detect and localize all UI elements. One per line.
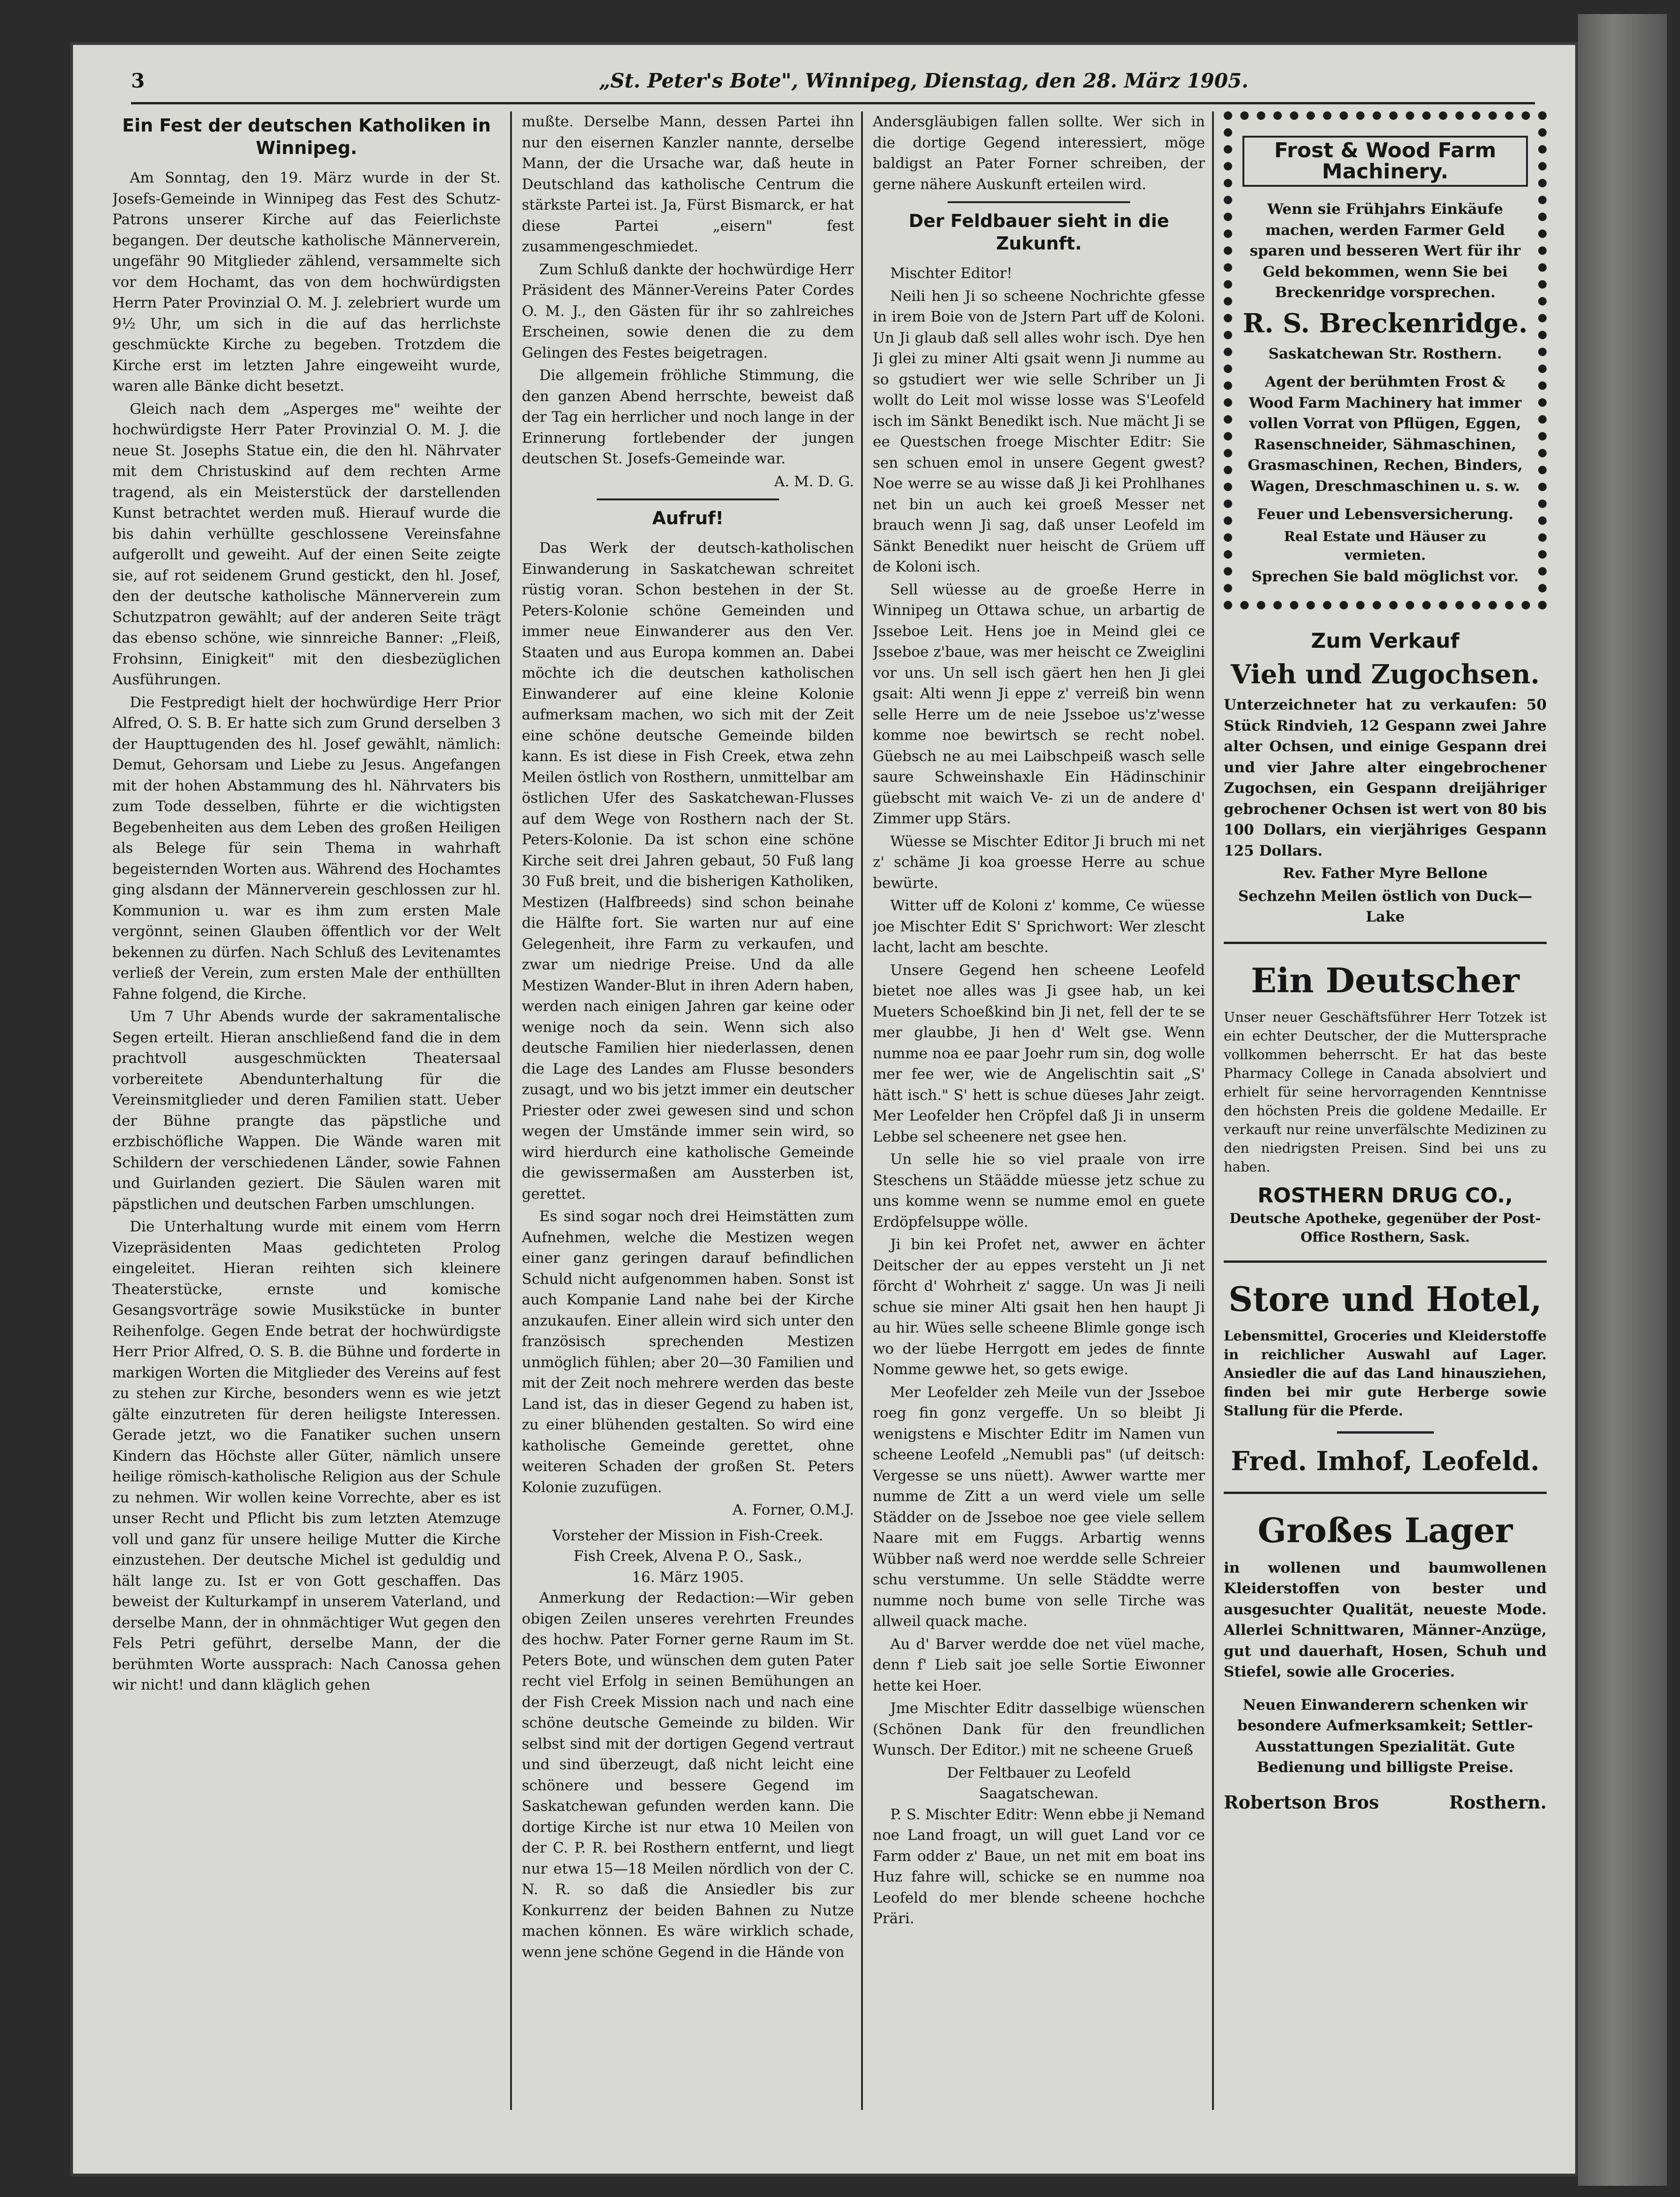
- ad-sign-right: Rosthern.: [1449, 1791, 1547, 1813]
- paragraph: Die Festpredigt hielt der hochwürdige Herr Prior Alfred, O. S. B. Er hatte sich zum Grund derselben 3 der Haupttugenden des hl. Josef gewählt, nämlich: Demut, Gehorsam und Liebe zu Jesus. Angefangen mit der hohen Abstammung des hl. Nährvaters bis zum Tode desselben, führte er die wichtigsten Begebenheiten aus dem Leben des großen Heiligen als Belege für sein Thema in wahrhaft begeisternden Worten aus. Während des Hochamtes ging alsdann der Männerverein geschlossen zur hl. Kommunion u. war es ihm zum ersten Male vergönnt, seinen Glauben öffentlich vor der Welt bekennen zu dürfen. Nach Schluß des Levitenamtes verließ der Verein, zum ersten Male der enthüllten Fahne folgend, die Kirche.: [112, 694, 501, 1003]
- ad-sign-left: Robertson Bros: [1224, 1791, 1379, 1813]
- paragraph: Es sind sogar noch drei Heimstätten zum Aufnehmen, welche die Mestizen wegen einer ganz geringen darauf befindlichen Schuld nicht aufgenommen haben. Sonst ist auch Kompanie Land nahe bei der Kirche anzukaufen. Einer allein wird sich unter den französisch sprechenden Mestizen unmöglich fühlen; aber 20—30 Familien und mit der Zeit noch mehrere werden das beste Land ist, das in dieser Gegend zu haben ist, zu einer blühenden gestalten. So wird eine katholische Gemeinde gerettet, ohne weiteren Schaden der großen St. Peters Kolonie zuzufügen.: [522, 1208, 854, 1496]
- paragraph: Am Sonntag, den 19. März wurde in der St. Josefs-Gemeinde in Winnipeg das Fest des Schutz-Patrons unserer Kirche auf das Feierlichste begangen. Der deutsche katholische Männerverein, ungefähr 90 Mitglieder zählend, versammelte sich vor dem Hochamt, das von dem hochwürdigsten Herrn Pater Provinzial O. M. J. zelebriert wurde um 9½ Uhr, um sich in die auf das herrlichste geschmückte Kirche zu begeben. Trotzdem die Kirche erst im letzten Jahre eingeweiht wurde, waren alle Bänke dicht besetzt.: [112, 169, 501, 395]
- ad-text: Unser neuer Geschäftsführer Herr Totzek ist ein echter Deutscher, der die Muttersprache vollkommen beherrscht. Er hat das beste Pharmacy College in Canada absolviert und erhielt für seine hervorragenden Kenntnisse den höchsten Preis die goldene Medaille. Er verkauft nur reine unverfälschte Medizinen zu den niedrigsten Preisen. Sind bei uns zu haben.: [1224, 1009, 1547, 1175]
- paragraph: Die Unterhaltung wurde mit einem vom Herrn Vizepräsidenten Maas gedichteten Prolog eingeleitet. Hieran reihten sich kleinere Theaterstücke, ernste und komische Gesangsvorträge sowie Musikstücke in bunter Reihenfolge. Gegen Ende betrat der hochwürdigste Herr Prior Alfred, O. S. B. die Bühne und forderte in markigen Worten die Mitglieder des Vereins auf fest zu stehen zur Kirche, besonders wenn es wie jetzt gälte einzutreten für deren heiligste Interessen. Gerade jetzt, wo die Fanatiker suchen unsern Kindern das Höchste aller Güter, nämlich unsere heilige römisch-katholische Religion aus der Schule zu nehmen. Wir wollen keine Vorrechte, aber es ist unser Recht und Pflicht bis zum letzten Atemzuge voll und ganz für unsere heilige Mutter die Kirche einzustehen. Der deutsche Michel ist geduldig und hält lange zu. Ist er von Gott geschaffen. Das beweist der Kulturkampf in unserem Vaterland, und derselbe Mann, der in ohnmächtiger Wut gegen den Fels Petri geführt, derselbe Mann, der die berühmten Worte aussprach: Nach Canossa gehen wir nicht! und dann kläglich gehen: [112, 1218, 501, 1693]
- divider: [1337, 1431, 1434, 1434]
- column-2: [522, 111, 854, 2110]
- column-rule: [1212, 111, 1214, 2110]
- divider: [948, 201, 1131, 203]
- ad-text: Sprechen Sie bald möglichst vor.: [1251, 568, 1519, 585]
- newspaper-page: [70, 42, 1578, 2176]
- verkauf-ad: [1224, 628, 1547, 928]
- ad-signature: [1224, 1792, 1547, 1813]
- paragraph: Zum Schluß dankte der hochwürdige Herr Präsident des Männer-Vereins Pater Cordes O. M. J., den Gästen für ihr so zahlreiches Erscheinen, sowie denen die zu dem Gelingen des Festes beigetragen.: [522, 261, 854, 361]
- grosses-lager-ad: [1224, 1492, 1547, 1813]
- ad-title: Frost & Wood Farm Machinery.: [1242, 136, 1528, 187]
- paragraph: Um 7 Uhr Abends wurde der sakramentalische Segen erteilt. Hieran anschließend fand die in dem prachtvoll ausgeschmückten Theatersaal vorbereitete Abendunterhaltung für die Vereinsmitglieder und deren Familien statt. Ueber der Bühne prangte das päpstliche und erzbischöfliche Wappen. Die Wände waren mit Schildern der verschiedenen Länder, sowie Fahnen und Guirlanden geziert. Die Säulen waren mit päpstlichen und deutschen Farben umschlungen.: [112, 1008, 501, 1213]
- ad-text: Wenn sie Frühjahrs Einkäufe machen, werden Farmer Geld sparen und besseren Wert für ihr Geld bekommen, wenn Sie bei Breckenridge vorsprechen.: [1249, 201, 1521, 301]
- paragraph: Anmerkung der Redaction:—Wir geben obigen Zeilen unseres verehrten Freundes des hochw. Pater Forner gerne Raum im St. Peters Bote, und wünschen dem guten Pater recht viel Erfolg in seinen Bemühungen an der Fish Creek Mission nach und nach eine schöne deutsche Gemeinde zu bilden. Wir selbst sind mit der dortigen Gegend vertraut und sind überzeugt, daß nicht leicht eine schönere und bessere Gegend im Saskatchewan gefunden werden kann. Die dortige Kirche ist nur etwa 10 Meilen von der C. P. R. bei Rosthern entfernt, und liegt nur etwa 15—18 Meilen nördlich von der C. N. R. so daß die Ansiedler bis zur Konkurrenz der beiden Bahnen zu Nutze machen können. Es wäre wirklich schade, wenn jene schöne Gegend in die Hände von: [522, 1589, 854, 1961]
- paragraph: Witter uff de Koloni z' komme, Ce wüesse joe Mischter Edit S' Sprichwort: Wer zlescht lacht, lacht am beschte.: [873, 897, 1205, 956]
- signature-line: Vorsteher der Mission in Fish-Creek.: [552, 1527, 824, 1544]
- ad-text: Real Estate und Häuser zu vermieten.: [1284, 528, 1487, 563]
- article-heading: Der Feldbauer sieht in die Zukunft.: [908, 211, 1169, 254]
- ad-title: Vieh und Zugochsen.: [1231, 659, 1540, 690]
- paragraph: Wüesse se Mischter Editor Ji bruch mi net z' schäme Ji koa groesse Herre au schue bewürte.: [873, 833, 1205, 892]
- ad-name: Rev. Father Myre Bellone: [1283, 865, 1488, 882]
- ad-address: Saskatchewan Str. Rosthern.: [1268, 345, 1502, 362]
- ad-text: Agent der berühmten Frost & Wood Farm Machinery hat immer vollen Vorrat von Pflügen, Eggen, Rasenschneider, Sähmaschinen, Grasmaschinen, Rechen, Binders, Wagen, Dreschmaschinen u. s. w.: [1248, 373, 1523, 495]
- paragraph: Andersgläubigen fallen sollte. Wer sich in die dortige Gegend interessiert, möge baldigst an Pater Forner schreiben, der gerne nähere Auskunft erteilen wird.: [873, 113, 1205, 193]
- ad-title: Store und Hotel,: [1228, 1279, 1542, 1319]
- masthead: [131, 60, 1535, 104]
- paragraph: Au d' Barver werdde doe net vüel mache, denn f' Lieb sait joe selle Sortie Eiwonner hette kei Hoer.: [873, 1635, 1205, 1694]
- store-hotel-ad: [1224, 1260, 1547, 1478]
- ad-text: Feuer und Lebensversicherung.: [1256, 506, 1514, 523]
- ad-company: ROSTHERN DRUG CO.,: [1257, 1183, 1513, 1208]
- signature: Der Feltbauer zu Leofeld: [947, 1764, 1131, 1781]
- paragraph: Sell wüesse au de groeße Herre in Winnipeg un Ottawa schue, un arbartig de Jsseboe Leit. Hens joe in Meind glei ce Jsseboe z'baue, was mer heischt ce Zweiglini vor uns. Un sell isch gäert hen hen Ji glei gsait: Alti wenn Ji eppe z' verreiß bin wenn selle Herre um de neie Jsseboe us'z'wesse komme noe bewirtsch se recht nobel. Güebsch ne au mei Laibschpeiß wasch selle saure Schweinshaxle Ein Hädinschinir güebscht mit waich Ve- zi un de andere d' Zimmer upp Stärs.: [873, 581, 1205, 827]
- ad-kicker: Zum Verkauf: [1311, 629, 1460, 653]
- ad-text: Neuen Einwanderern schenken wir besondere Aufmerksamkeit; Settler-Ausstattungen Spezialität. Gute Bedienung und billigste Preise.: [1237, 1696, 1533, 1776]
- ad-title: Großes Lager: [1257, 1510, 1513, 1550]
- book-edge: [1578, 14, 1667, 2186]
- frost-wood-ad: [1224, 111, 1547, 609]
- paragraph: Das Werk der deutsch-katholischen Einwanderung in Saskatchewan schreitet rüstig voran. Schon bestehen in der St. Peters-Kolonie schöne Gemeinden und immer neue Einwanderer aus den Ver. Staaten und aus Europa kommen an. Dabei möchte ich die deutschen katholischen Einwanderer auf eine kleine Kolonie aufmerksam machen, wo sich mit der Zeit eine schöne deutsche Gemeinde bilden kann. Es ist diese in Fish Creek, etwa zehn Meilen östlich von Rosthern, unmittelbar am östlichen Ufer des Saskatchewan-Flusses auf dem Wege von Rosthern nach der St. Peters-Kolonie. Da ist schon eine schöne Kirche seit drei Jahren gebaut, 50 Fuß lang 30 Fuß breit, und die bisherigen Katholiken, Mestizen (Halfbreeds) sind schon beinahe die Hälfte fort. Sie warten nur auf eine Gelegenheit, ihre Farm zu verkaufen, und zwar um niedrige Preise. Und da alle Mestizen Wander-Blut in ihren Adern haben, werden nach einigen Jahren gar keine oder wenige noch da sein. Wenn sich also deutsche Familien hier niederlassen, denen die Lage des Landes am Flusse besonders zusagt, und wo bis jetzt immer ein deutscher Priester oder zwei gewesen sind und schon wegen der Umstände immer sein wird, so wird hierdurch eine katholische Gemeinde die gewissermaßen am Aussterben ist, gerettet.: [522, 540, 854, 1202]
- signature-line: Fish Creek, Alvena P. O., Sask.,: [573, 1548, 803, 1565]
- page-number: 3: [131, 69, 145, 92]
- column-3: [873, 111, 1205, 2110]
- signature: A. M. D. G.: [774, 473, 854, 490]
- ad-name: Fred. Imhof, Leofeld.: [1231, 1445, 1540, 1477]
- paragraph: Unsere Gegend hen scheene Leofeld bietet noe alles was Ji gsee hab, un kei Mueters Schoeßkind bin Ji net, fell der te se mer glaubbe, Ji hen d' Welt gse. Wenn numme noa ee paar Joehr rum sin, dog wolle mer fee wer, wie de Angelischtin sait „S' hätt isch." S' hett is schue düeses Jahr zeigt. Mer Leofelder hen Cröpfel daß Ji in unserm Lebbe sel scheenere net gsee hen.: [873, 961, 1205, 1145]
- ad-text: Unterzeichneter hat zu verkaufen: 50 Stück Rindvieh, 12 Gespann zwei Jahre alter Ochsen, und einige Gespann drei und vier Jahre alter eingebrochener Zugochsen, ein Gespann dreijähriger gebrochener Ochsen ist wert von 80 bis 100 Dollars, ein vierjähriges Gespann 125 Dollars.: [1224, 696, 1547, 859]
- paragraph: Mer Leofelder zeh Meile vun der Jsseboe roeg fin gonz vergeffe. Un so bleibt Ji wenigstens e Mischter Editr im Namen vun scheene Leofeld „Nemubli pas" (uf deitsch: Vergesse se uns nüett). Awwer wartte mer numme de Zitt a un werd viele um selle Städder on de Jsseboe noe gee viele sellem Naare mit em Fuggs. Arbartig wenns Wübber naß werd noe werdde selle Schreier schu verstumme. Un selle Städdte werre numme noch bume von selle Tirche was allweil quack mache.: [873, 1384, 1205, 1630]
- column-4-ads: [1224, 111, 1547, 2110]
- column-rule: [510, 111, 512, 2110]
- paragraph: Die allgemein fröhliche Stimmung, die den ganzen Abend herrschte, beweist daß der Tag ein herrlicher und noch lange in der Erinnerung fortlebender der jungen deutschen St. Josefs-Gemeinde war.: [522, 367, 854, 467]
- deutscher-ad: [1224, 942, 1547, 1246]
- paragraph: Neili hen Ji so scheene Nochrichte gfesse in irem Boie von de Jstern Part uff de Koloni. Un Ji glaub daß sell alles wohr isch. Dye hen Ji glei zu miner Alti gsait wenn Ji numme au so gstudiert wer wie selle Schriber un Ji wollt do Leit mol wisse losse was S'Leofeld isch im Sänkt Benedikt isch. Nue mächt Ji se ee Questschen froege Mischter Editr: Sie sen schuen emol in unsere Gegent gwest? Noe werre se au wisse daß Ji kei Prohlhanes net bin un auch kei groeß Messer net brauch wenn Ji sag, daß unser Leofeld im Sänkt Benedikt nuer heischt de Grüem uff de Koloni isch.: [873, 287, 1205, 575]
- ad-location: Sechzehn Meilen östlich von Duck—Lake: [1238, 887, 1533, 925]
- article-heading: Aufruf!: [652, 508, 724, 528]
- column-1: [112, 111, 501, 2110]
- ad-text: Deutsche Apotheke, gegenüber der Post-Office Rosthern, Sask.: [1229, 1210, 1541, 1245]
- ad-name: R. S. Breckenridge.: [1242, 308, 1528, 339]
- ad-title: Ein Deutscher: [1251, 960, 1519, 1000]
- greeting: Mischter Editor!: [890, 265, 1013, 282]
- signature-line: Saagatschewan.: [979, 1785, 1099, 1802]
- divider: [597, 498, 780, 500]
- postscript: P. S. Mischter Editr: Wenn ebbe ji Nemand noe Land froagt, un will guet Land vor ce Farm odder z' Baue, un net mit em boat ins Huz fahre will, schicke se en numme noa Leofeld do mer blende scheene hochche Präri.: [873, 1806, 1205, 1927]
- ad-text: Lebensmittel, Groceries und Kleiderstoffe in reichlicher Auswahl auf Lager. Ansiedler die auf das Land hinausziehen, finden bei mir gute Herberge sowie Stallung für die Pferde.: [1224, 1327, 1547, 1419]
- column-rule: [861, 111, 863, 2110]
- paragraph: Gleich nach dem „Asperges me" weihte der hochwürdigste Herr Pater Provinzial O. M. J. die neue St. Josephs Statue ein, die den hl. Nährvater mit dem Christuskind auf dem rechten Arme tragend, als ein Meisterstück der darstellenden Kunst betrachtet werden muß. Hierauf wurde die bis dahin verhüllte geschlossene Vereinsfahne aufgerollt und geweiht. Auf der einen Seite zeigte sie, auf rot seidenem Grund gestickt, den hl. Josef, den der deutsche katholische Männerverein zum Schutzpatron gewählt; auf der anderen Seite trägt das ebenso schöne, wie sinnreiche Banner: „Fleiß, Frohsinn, Einigkeit" mit den diesbezüglichen Ausführungen.: [112, 400, 501, 688]
- newspaper-title: „St. Peter's Bote", Winnipeg, Dienstag, den 28. März 1905.: [599, 69, 1249, 92]
- paragraph: mußte. Derselbe Mann, dessen Partei ihn nur den eisernen Kanzler nannte, derselbe Mann, der die Ursache war, daß heute in Deutschland das katholische Centrum die stärkste Partei ist. Ja, Fürst Bismarck, er hat diese Partei „eisern" fest zusammengeschmiedet.: [522, 113, 854, 255]
- signature: A. Forner, O.M.J.: [732, 1501, 854, 1518]
- signature-line: 16. März 1905.: [632, 1568, 744, 1586]
- paragraph: Un selle hie so viel praale von irre Steschens un Stäädde müesse jetz schue zu uns komme wenn se numme emol en guete Erdöpfelsuppe wölle.: [873, 1151, 1205, 1230]
- paragraph: Ji bin kei Profet net, awwer en ächter Deitscher der au eppes versteht un Ji net förcht d' Wohrheit z' sagge. Un was Ji neili schue sie miner Alti gsait hen hen haupt Ji au hir. Wües selle scheene Blimle gonge isch wo der lüebe Herrgott em jedes de finnte Nomme gewwe het, so gets ewige.: [873, 1236, 1205, 1378]
- ad-text: in wollenen und baumwollenen Kleiderstoffen von bester und ausgesuchter Qualität, neueste Mode. Allerlei Schnittwaren, Männer-Anzüge, gut und dauerhaft, Hosen, Schuh und Stiefel, sowie alle Groceries.: [1224, 1559, 1547, 1680]
- paragraph: Jme Mischter Editr dasselbige wüenschen (Schönen Dank für den freundlichen Wunsch. Der Editor.) mit ne scheene Grueß: [873, 1700, 1205, 1758]
- article-heading: Ein Fest der deutschen Katholiken in Winnipeg.: [122, 115, 491, 158]
